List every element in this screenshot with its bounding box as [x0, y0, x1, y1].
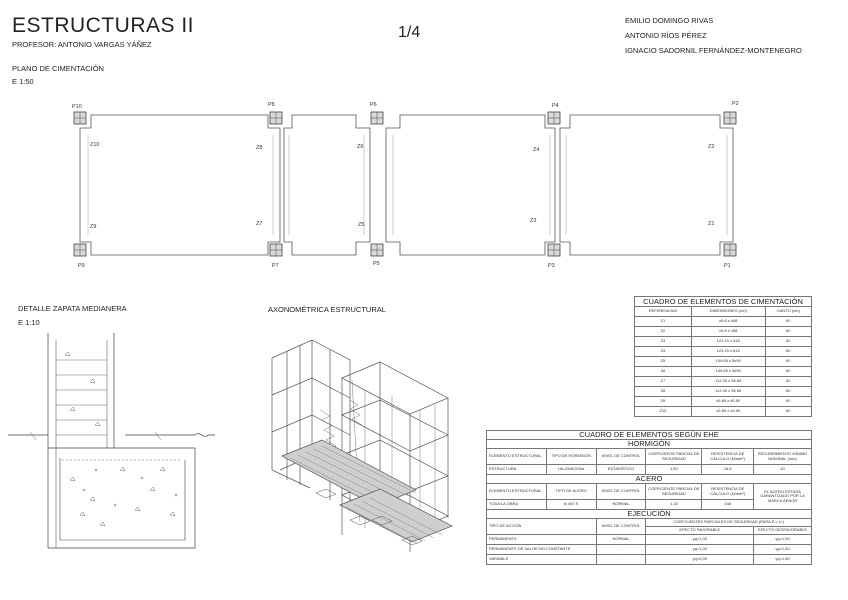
pillar-label: P1: [724, 263, 731, 269]
author-2: ANTONIO RÍOS PÉREZ: [625, 31, 707, 40]
table-cell: 113.30 x 56.65: [691, 387, 765, 397]
footing-label: Z1: [708, 221, 715, 227]
pillar-label: P10: [72, 104, 82, 110]
section-label: HORMIGÓN: [487, 440, 812, 449]
pillar-label: P8: [268, 102, 275, 108]
pillar-label: P4: [552, 103, 559, 109]
table-cell: NORMAL: [596, 500, 646, 510]
table-header: CANTO (cm): [765, 307, 811, 317]
table-cell: PERMANENTE DE VALOR NO CONSTANTE: [487, 545, 597, 555]
footing-z6-z5: [386, 115, 555, 255]
table-cell: 60: [765, 347, 811, 357]
table-cell: Z6: [635, 367, 692, 377]
table-cell: VARIABLE: [487, 555, 597, 565]
table-cell: 1,15: [646, 500, 702, 510]
table-header: EFECTO FAVORABLE: [646, 527, 754, 535]
table-cell: 60: [765, 387, 811, 397]
table-cell: Z9: [635, 397, 692, 407]
footing-label: Z5: [358, 222, 365, 228]
professor-name: PROFESOR: ANTONIO VARGAS YÁÑEZ: [12, 40, 152, 49]
table-header: RESISTENCIA DE CÁLCULO (N/mm²): [702, 484, 754, 500]
ehe-elements-table: [486, 430, 812, 565]
project-title: ESTRUCTURAS II: [12, 14, 195, 37]
table-cell: 60: [765, 397, 811, 407]
table-cell: 60: [765, 317, 811, 327]
table-cell: -: [596, 555, 646, 565]
plan-scale: E 1:50: [12, 77, 34, 86]
table-header: NIVEL DE CONTROL: [596, 449, 646, 465]
table-cell: γg=1,00: [646, 535, 754, 545]
table-header: COEFICIENTE PARCIAL DE SEGURIDAD: [646, 484, 702, 500]
table-cell: x5.80 x x5.80: [691, 397, 765, 407]
table-header: TIPO DE ACCIÓN: [487, 519, 597, 535]
table-cell: 109.65 x 5x95: [691, 367, 765, 377]
table-caption: CUADRO DE ELEMENTOS DE CIMENTACIÓN: [635, 297, 812, 307]
table-cell: Z8: [635, 387, 692, 397]
table-cell: 16,6: [702, 465, 754, 475]
axonometric-drawing: [272, 340, 452, 552]
pillar-label: P7: [272, 263, 279, 269]
table-cell: ESTRUCTURA: [487, 465, 547, 475]
footing-label: Z7: [256, 221, 263, 227]
footing-label: Z9: [90, 224, 97, 230]
table-header: REFERENCIAS: [635, 307, 692, 317]
table-cell: x5.8 x x58: [691, 317, 765, 327]
author-1: EMILIO DOMINGO RIVAS: [625, 16, 714, 25]
footing-label: Z4: [533, 147, 540, 153]
table-header: COEFICIENTES PARCIALES DE SEGURIDAD (PARA E.L.U.): [646, 519, 812, 527]
table-header: ELEMENTO ESTRUCTURAL: [487, 484, 547, 500]
table-cell: Z10: [635, 407, 692, 417]
pillar-label: P3: [548, 263, 555, 269]
table-cell: γq=0,00: [646, 555, 754, 565]
table-cell: 60: [765, 367, 811, 377]
table-cell: Z5: [635, 357, 692, 367]
footing-label: Z8: [256, 145, 263, 151]
table-header: TIPO DE HORMIGÓN: [546, 449, 596, 465]
table-cell: Z3: [635, 337, 692, 347]
table-cell: 1,50: [646, 465, 702, 475]
table-cell: -: [596, 545, 646, 555]
table-cell: γg=1,60: [754, 545, 812, 555]
footing-label: Z6: [357, 144, 364, 150]
footing-z8-z7: [284, 115, 370, 255]
table-cell: 60: [765, 337, 811, 347]
table-cell: B 400 S: [546, 500, 596, 510]
footing-z4-z3: [560, 115, 733, 255]
footing-label: Z3: [530, 218, 537, 224]
table-cell: NORMAL: [596, 535, 646, 545]
axonometric-title: AXONOMÉTRICA ESTRUCTURAL: [268, 305, 386, 314]
table-header: COEFICIENTE PARCIAL DE SEGURIDAD: [646, 449, 702, 465]
table-cell: 123.15 x 615: [691, 337, 765, 347]
pillar-label: P6: [370, 102, 377, 108]
table-cell: Z4: [635, 347, 692, 357]
table-cell: x5.8 x x58: [691, 327, 765, 337]
footing-label: Z2: [708, 144, 715, 150]
table-header: EFECTO DESFAVORABLE: [754, 527, 812, 535]
section-label: EJECUCIÓN: [487, 510, 812, 519]
table-cell: TODA LA OBRA: [487, 500, 547, 510]
footing-label: Z10: [90, 142, 100, 148]
detail-footing-drawing: [8, 333, 215, 548]
sheet-number: 1/4: [398, 24, 421, 41]
footing-z10-z9: [80, 115, 280, 255]
table-caption: CUADRO DE ELEMENTOS SEGÚN EHE: [487, 431, 812, 440]
table-cell: PERMANENTE: [487, 535, 597, 545]
table-header: ELEMENTO ESTRUCTURAL: [487, 449, 547, 465]
foundation-elements-table: [634, 296, 812, 417]
detail-title: DETALLE ZAPATA MEDIANERA: [18, 304, 127, 313]
table-cell: Z1: [635, 317, 692, 327]
table-header: NIVEL DE CONTROL: [596, 484, 646, 500]
table-header: RESISTENCIA DE CÁLCULO (N/mm²): [702, 449, 754, 465]
pillar-label: P5: [373, 261, 380, 267]
pillar-label: P2: [732, 101, 739, 107]
plan-title: PLANO DE CIMENTACIÓN: [12, 64, 104, 73]
table-cell: 60: [765, 327, 811, 337]
detail-scale: E 1:10: [18, 318, 40, 327]
table-header: TIPO DE ACERO: [546, 484, 596, 500]
table-header: DIMENSIONES (cm): [691, 307, 765, 317]
table-cell: 123.15 x 615: [691, 347, 765, 357]
table-cell: 60: [765, 407, 811, 417]
table-header: EL ACERO ESTARÁ GARANTIZADO POR LA MARCA AENOR: [754, 484, 812, 510]
table-cell: 60: [765, 377, 811, 387]
table-cell: 109.65 x 5x95: [691, 357, 765, 367]
table-header: NIVEL DE CONTROL: [596, 519, 646, 535]
table-cell: γq=1,60: [754, 555, 812, 565]
table-cell: x5.80 x x5.80: [691, 407, 765, 417]
pillar-label: P9: [78, 263, 85, 269]
table-cell: Z2: [635, 327, 692, 337]
table-header: RECUBRIMIENTO MÍNIMO NOMINAL (mm): [754, 449, 812, 465]
table-cell: 113.30 x 56.65: [691, 377, 765, 387]
table-cell: HA-25/B/20/IIa: [546, 465, 596, 475]
table-cell: Z7: [635, 377, 692, 387]
table-cell: 40: [754, 465, 812, 475]
table-cell: γg=1,50: [754, 535, 812, 545]
table-cell: γg=1,00: [646, 545, 754, 555]
section-label: ACERO: [487, 475, 812, 484]
author-3: IGNACIO SADORNIL FERNÁNDEZ-MONTENEGRO: [625, 46, 802, 55]
table-cell: ESTADÍSTICO: [596, 465, 646, 475]
table-cell: 348: [702, 500, 754, 510]
table-cell: 60: [765, 357, 811, 367]
